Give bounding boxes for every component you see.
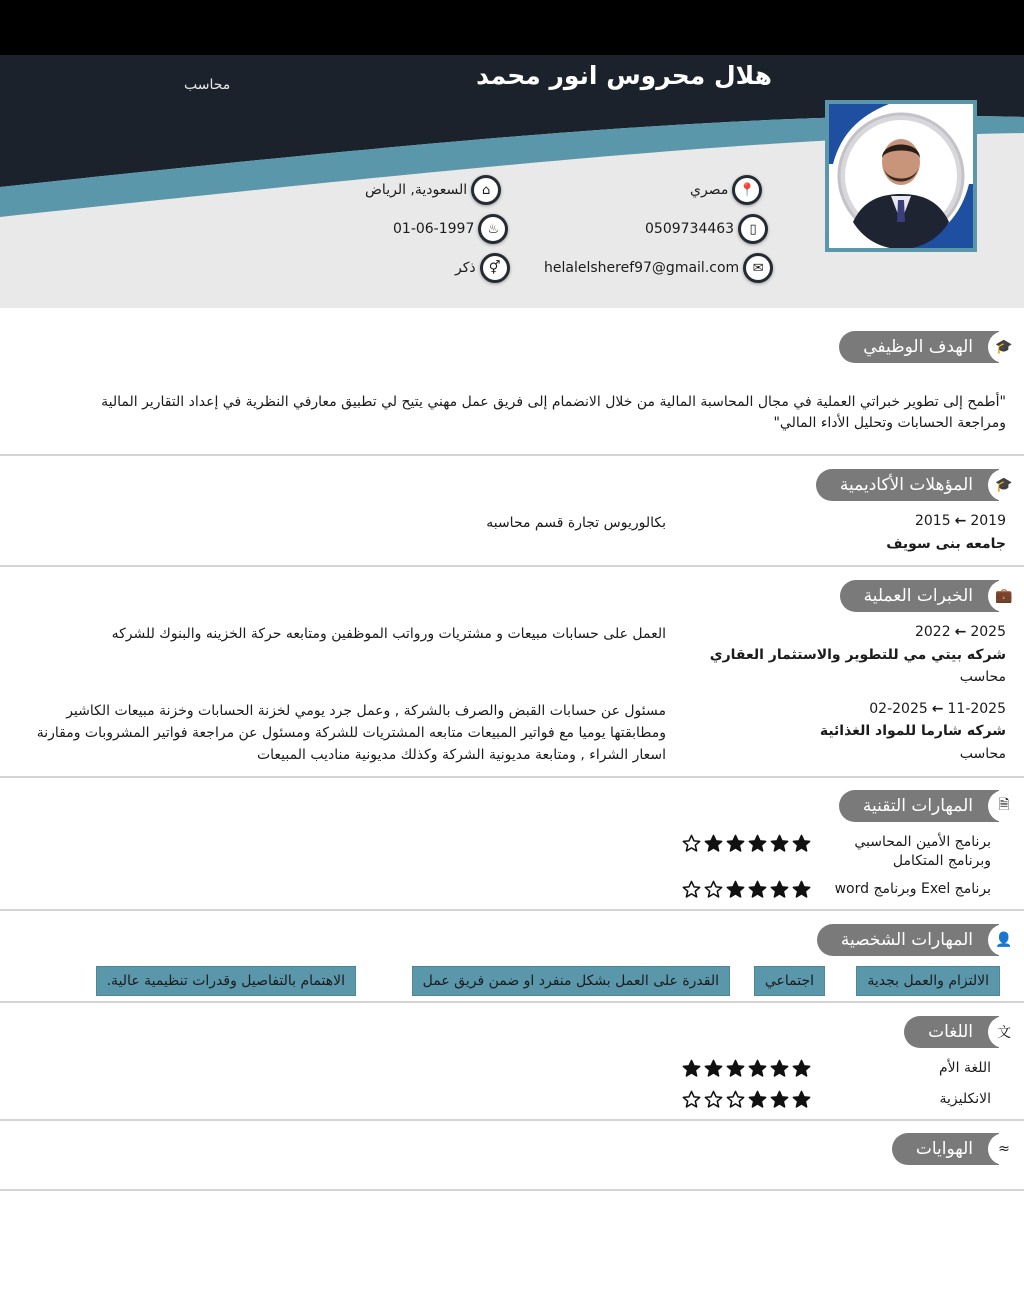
map-pin-icon: 📍 bbox=[732, 175, 762, 205]
language-icon: 文 bbox=[988, 1016, 1020, 1048]
tech-skill-name: برنامج Exel وبرنامج word bbox=[834, 881, 991, 897]
star-filled-icon bbox=[770, 1090, 789, 1109]
briefcase-icon: 💼 bbox=[988, 580, 1020, 612]
birthday-cake-icon: ♨ bbox=[478, 214, 508, 244]
section-divider bbox=[0, 1001, 1024, 1003]
education-period bbox=[915, 513, 1006, 529]
experience-company: شركه بيتي مي للتطوير والاستثمار العقاري bbox=[709, 647, 1006, 663]
section-title: المؤهلات الأكاديمية bbox=[816, 469, 999, 501]
star-filled-icon bbox=[792, 1059, 811, 1078]
languages-section-header bbox=[0, 1016, 1024, 1048]
section-divider bbox=[0, 565, 1024, 567]
section-title: الهوايات bbox=[892, 1133, 999, 1165]
job-title: محاسب bbox=[184, 77, 231, 93]
language-rating bbox=[682, 1059, 811, 1078]
objective-text: "أطمح إلى تطوير خبراتي العملية في مجال المحاسبة المالية من خلال الانضمام إلى فريق عمل مهني يتيح لي تطبيق معارفي النظرية في إعداد التقارير المالية ومراجعة الحسابات وتحليل الأداء المالي" bbox=[101, 394, 1006, 431]
top-black-bar bbox=[0, 0, 1024, 55]
star-filled-icon bbox=[770, 834, 789, 853]
experience-role: محاسب bbox=[959, 746, 1006, 762]
section-title: الهدف الوظيفي bbox=[839, 331, 999, 363]
graduation-cap-icon: 🎓 bbox=[988, 331, 1020, 363]
personal-skill-chip: الاهتمام بالتفاصيل وقدرات تنظيمية عالية. bbox=[96, 966, 356, 996]
personal-skill-chip: اجتماعي bbox=[754, 966, 825, 996]
education-degree: بكالوريوس تجارة قسم محاسبه bbox=[486, 515, 666, 531]
period-start: 2015 bbox=[914, 513, 951, 529]
star-filled-icon bbox=[726, 1059, 745, 1078]
star-filled-icon bbox=[748, 1059, 767, 1078]
experience-role: محاسب bbox=[959, 669, 1006, 685]
email-item bbox=[544, 253, 773, 283]
swimmer-icon: ≈ bbox=[988, 1133, 1020, 1165]
star-empty-icon bbox=[682, 880, 701, 899]
arrow-left-icon: ← bbox=[954, 513, 967, 529]
star-filled-icon bbox=[748, 1090, 767, 1109]
section-divider bbox=[0, 1119, 1024, 1121]
star-filled-icon bbox=[792, 834, 811, 853]
tech-skill-rating bbox=[682, 834, 811, 853]
section-divider bbox=[0, 454, 1024, 456]
experience-section-header bbox=[0, 580, 1024, 612]
period-start: 2022 bbox=[914, 624, 951, 640]
star-empty-icon bbox=[704, 880, 723, 899]
star-empty-icon bbox=[704, 1090, 723, 1109]
star-filled-icon bbox=[792, 880, 811, 899]
experience-description: مسئول عن حسابات القبض والصرف بالشركة , وعمل جرد يومي لخزنة الحسابات وخزنة مبيعات الكاشير ومطابقتها يوميا مع فواتير المبيعات متابعه المشتريات للشركة ومسئول عن مراجعة فواتير المشروبات ومقارنة اسعار الشراء , ومتابعة مديونية الشركة وكذلك مديونية مناديب المبيعات bbox=[36, 703, 666, 763]
gender-text: ذكر bbox=[455, 260, 476, 276]
star-empty-icon bbox=[682, 834, 701, 853]
star-filled-icon bbox=[682, 1059, 701, 1078]
period-end: 2019 bbox=[970, 513, 1006, 529]
language-name: الانكليزية bbox=[939, 1091, 991, 1107]
star-filled-icon bbox=[748, 880, 767, 899]
star-filled-icon bbox=[726, 880, 745, 899]
full-name: هلال محروس انور محمد bbox=[476, 61, 772, 90]
section-divider bbox=[0, 1189, 1024, 1191]
home-icon: ⌂ bbox=[471, 175, 501, 205]
section-title: المهارات الشخصية bbox=[817, 924, 999, 956]
section-title: الخبرات العملية bbox=[840, 580, 999, 612]
user-gear-icon: 👤 bbox=[988, 924, 1020, 956]
section-title: المهارات التقنية bbox=[839, 790, 999, 822]
cv-header bbox=[0, 55, 1024, 308]
hobbies-section-header bbox=[0, 1133, 1024, 1165]
phone-text: 0509734463 bbox=[645, 221, 735, 237]
birthdate-text: 01-06-1997 bbox=[393, 221, 475, 237]
mobile-phone-icon: ▯ bbox=[738, 214, 768, 244]
birthdate-item bbox=[393, 214, 508, 244]
period-end: 2025 bbox=[970, 624, 1006, 640]
section-divider bbox=[0, 776, 1024, 778]
personal-skills-section-header bbox=[0, 924, 1024, 956]
star-filled-icon bbox=[704, 1059, 723, 1078]
experience-description: العمل على حسابات مبيعات و مشتريات ورواتب الموظفين ومتابعه حركة الخزينه والبنوك للشركه bbox=[111, 626, 666, 642]
document-icon: 🗎 bbox=[988, 790, 1020, 822]
tech-skill-name: برنامج الأمين المحاسبي وبرنامج المتكامل bbox=[854, 834, 991, 869]
language-name: اللغة الأم bbox=[938, 1060, 991, 1076]
nationality-text: مصري bbox=[690, 182, 729, 198]
personal-skill-chip: الالتزام والعمل بجدية bbox=[856, 966, 1000, 996]
gender-icon: ⚥ bbox=[480, 253, 510, 283]
education-section-header bbox=[0, 469, 1024, 501]
nationality-item bbox=[690, 175, 762, 205]
period-end: 11-2025 bbox=[947, 701, 1006, 717]
experience-period bbox=[915, 624, 1006, 640]
personal-skill-chip: القدرة على العمل بشكل منفرد او ضمن فريق عمل bbox=[412, 966, 730, 996]
star-filled-icon bbox=[748, 834, 767, 853]
tech-skill-rating bbox=[682, 880, 811, 899]
section-divider bbox=[0, 909, 1024, 911]
section-title: اللغات bbox=[904, 1016, 999, 1048]
gender-item bbox=[455, 253, 510, 283]
location-text: السعودية, الرياض bbox=[365, 182, 468, 198]
star-filled-icon bbox=[726, 834, 745, 853]
profile-photo bbox=[825, 100, 977, 252]
avatar bbox=[829, 104, 973, 248]
email-text: helalelsheref97@gmail.com bbox=[544, 260, 740, 276]
star-filled-icon bbox=[770, 1059, 789, 1078]
star-filled-icon bbox=[704, 834, 723, 853]
star-empty-icon bbox=[726, 1090, 745, 1109]
star-empty-icon bbox=[682, 1090, 701, 1109]
star-filled-icon bbox=[792, 1090, 811, 1109]
objective-section-header bbox=[0, 331, 1024, 363]
tech-skills-section-header bbox=[0, 790, 1024, 822]
experience-company: شركه شارما للمواد الغذائية bbox=[819, 723, 1006, 739]
phone-item bbox=[645, 214, 768, 244]
star-filled-icon bbox=[770, 880, 789, 899]
arrow-left-icon: ← bbox=[954, 624, 967, 640]
graduation-cap-icon: 🎓 bbox=[988, 469, 1020, 501]
location-item bbox=[365, 175, 501, 205]
experience-period bbox=[869, 701, 1006, 717]
arrow-left-icon: ← bbox=[931, 701, 944, 717]
language-rating bbox=[682, 1090, 811, 1109]
education-school: جامعه بنى سويف bbox=[886, 536, 1006, 552]
period-start: 02-2025 bbox=[869, 701, 928, 717]
envelope-icon: ✉ bbox=[743, 253, 773, 283]
